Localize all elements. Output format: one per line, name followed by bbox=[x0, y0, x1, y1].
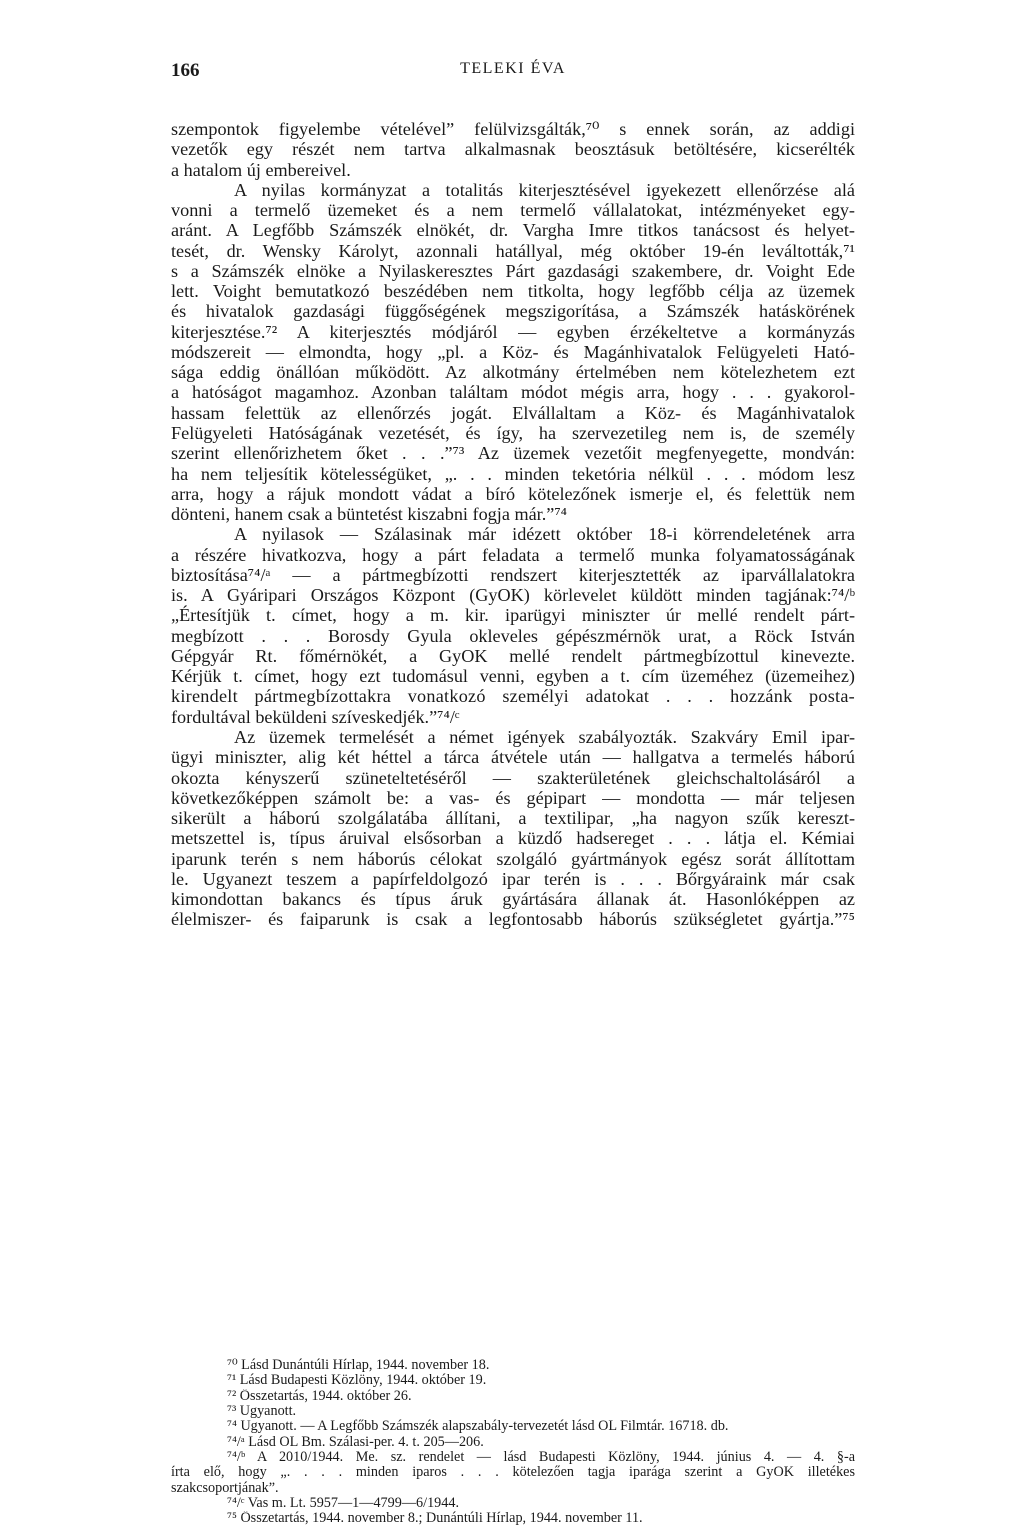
text-line: és hivatalok gazdasági függőségének megszigorítása, a Számszék hatáskörének bbox=[171, 301, 855, 322]
footnote-line: ⁷⁰ Lásd Dunántúli Hírlap, 1944. november 18. bbox=[227, 1358, 490, 1373]
footnote-line: ⁷⁴/ᵇ A 2010/1944. Me. sz. rendelet — lásd Budapesti Közlöny, 1944. június 4. — 4. §-a bbox=[227, 1450, 855, 1466]
text-line: fordultával beküldeni szíveskedjék.”⁷⁴/ᶜ bbox=[171, 706, 460, 727]
text-line: a részére hivatkozva, hogy a párt feladata a termelő munka folyamatosságának bbox=[171, 544, 855, 565]
page-number: 166 bbox=[171, 60, 200, 81]
footnote-line: szakcsoportjának”. bbox=[171, 1480, 279, 1496]
page-header bbox=[171, 56, 855, 86]
text-line: biztosítása⁷⁴/ᵃ — a pártmegbízotti rendszert kiterjesztették az iparvállalatokra bbox=[171, 564, 855, 585]
running-head: TELEKI ÉVA bbox=[460, 60, 566, 77]
text-line: megbízott . . . Borosdy Gyula okleveles gépészmérnök urat, a Röck István bbox=[171, 625, 855, 646]
footnote-line: ⁷⁴/ᶜ Vas m. Lt. 5957—1—4799—6/1944. bbox=[227, 1496, 459, 1512]
text-line: „Értesítjük t. címet, hogy a m. kir. iparügyi miniszter úr mellé rendelt párt- bbox=[171, 605, 855, 626]
text-line: szempontok figyelembe vételével” felülvizsgálták,⁷⁰ s ennek során, az addigi bbox=[171, 119, 855, 139]
text-line: A nyilasok — Szálasinak már idézett október 18-i körrendeletének arra bbox=[234, 524, 855, 545]
text-line: iparunk terén s nem háborús célokat szolgáló gyártmányok egész sorát állítottam bbox=[171, 848, 855, 869]
body-text bbox=[171, 119, 855, 930]
text-line: a hatalom új embereivel. bbox=[171, 159, 351, 180]
text-line: aránt. A Legfőbb Számszék elnökét, dr. Vargha Imre titkos tanácsost és helyet- bbox=[171, 220, 855, 241]
text-line: Kérjük t. címet, hogy ezt tudomásul venni, egyben a t. cím üzeméhez (üzemeihez) bbox=[171, 666, 855, 687]
text-line: tesét, dr. Wensky Károlyt, azonnali hatállyal, még október 19-én leváltották,⁷¹ bbox=[171, 240, 855, 261]
text-line: élelmiszer- és faiparunk is csak a legfontosabb háborús szükségletet gyártja.”⁷⁵ bbox=[171, 909, 855, 930]
text-line: vonni a termelő üzemeket és a nem termelő vállalatokat, intézményeket egy- bbox=[171, 200, 855, 221]
text-line: okozta kényszerű szüneteltetéséről — szakterületének gleichschaltolásáról a bbox=[171, 767, 855, 788]
text-line: szerint ellenőrizhetem őket . . .”⁷³ Az üzemek vezetőit megfenyegette, mondván: bbox=[171, 443, 855, 464]
text-line: le. Ugyanezt teszem a papírfeldolgozó ipar terén is . . . Bőrgyáraink már csak bbox=[171, 868, 855, 889]
text-line: lett. Voight bemutatkozó beszédében nem titkolta, hogy legfőbb célja az üzemek bbox=[171, 281, 855, 302]
text-line: a hatóságot magamhoz. Azonban találtam módot mégis arra, hogy . . . gyakorol- bbox=[171, 382, 855, 403]
text-line: vezetők egy részét nem tartva alkalmasnak beosztásuk betöltésére, kicserélték bbox=[171, 139, 855, 160]
text-line: következőképpen számolt be: a vas- és gépipart — mondotta — már teljesen bbox=[171, 787, 855, 808]
text-line: is. A Gyáripari Országos Központ (GyOK) körlevelet küldött minden tagjának:⁷⁴/ᵇ bbox=[171, 585, 855, 606]
text-line: módszereit — elmondta, hogy „pl. a Köz- és Magánhivatalok Felügyeleti Ható- bbox=[171, 341, 855, 362]
footnote-line: ⁷⁴/ᵃ Lásd OL Bm. Szálasi-per. 4. t. 205—206. bbox=[227, 1434, 484, 1450]
text-line: dönteni, hanem csak a büntetést kiszabni fogja már.”⁷⁴ bbox=[171, 504, 568, 525]
text-line: ügyi miniszter, alig két héttel a tárca átvétele után — hallgatva a termelés háború bbox=[171, 747, 855, 768]
text-line: ha nem teljesítik kötelességüket, „. . . minden teketória nélkül . . . módom lesz bbox=[171, 463, 855, 484]
footnote-line: ⁷⁵ Összetartás, 1944. november 8.; Dunántúli Hírlap, 1944. november 11. bbox=[227, 1511, 643, 1527]
footnote-line: ⁷³ Ugyanott. bbox=[227, 1404, 297, 1420]
text-line: Gépgyár Rt. főmérnökét, a GyOK mellé rendelt pártmegbízottul kinevezte. bbox=[171, 645, 855, 666]
text-line: A nyilas kormányzat a totalitás kiterjesztésével igyekezett ellenőrzése alá bbox=[234, 179, 855, 200]
text-line: Felügyeleti Hatóságának vezetését, és így, ha szervezetileg nem is, de személy bbox=[171, 422, 855, 443]
text-line: sága eddig önállóan működött. Az alkotmány értelmében nem kötelezhetem ezt bbox=[171, 362, 855, 383]
text-line: s a Számszék elnöke a Nyilaskeresztes Párt gazdasági szakembere, dr. Voight Ede bbox=[171, 260, 855, 281]
footnote-line: írta elő, hogy „. . . . minden iparos . . . kötelezően tagja iparága szerint a GyOK illetékes bbox=[171, 1465, 855, 1481]
text-line: kirendelt pártmegbízottakra vonatkozó személyi adatokat . . . hozzánk posta- bbox=[171, 686, 855, 707]
text-line: sikerült a háború szolgálatába állítani, a textilipar, „ha nagyon szűk kereszt- bbox=[171, 808, 855, 829]
text-line: metszettel is, típus áruival elsősorban a küzdő hadsereget . . . látja el. Kémiai bbox=[171, 828, 855, 849]
text-line: kimondottan bakancs és típus áruk gyártására állanak át. Hasonlóképpen az bbox=[171, 889, 855, 910]
footnote-line: ⁷¹ Lásd Budapesti Közlöny, 1944. október 19. bbox=[227, 1373, 487, 1389]
footnotes bbox=[171, 1358, 855, 1527]
text-line: kiterjesztése.⁷² A kiterjesztés módjáról — egyben érzékeltetve a kormányzás bbox=[171, 321, 855, 342]
text-line: Az üzemek termelését a német igények szabályozták. Szakváry Emil ipar- bbox=[234, 726, 855, 747]
text-line: arra, hogy a rájuk mondott vádat a bíró kötelezőnek ismerje el, és felettük nem bbox=[171, 483, 855, 504]
footnote-line: ⁷² Összetartás, 1944. október 26. bbox=[227, 1388, 412, 1404]
footnote-line: ⁷⁴ Ugyanott. — A Legfőbb Számszék alapszabály-tervezetét lásd OL Filmtár. 16718. db. bbox=[227, 1419, 729, 1435]
text-line: hassam felettük az ellenőrzés jogát. Elvállaltam a Köz- és Magánhivatalok bbox=[171, 402, 855, 423]
